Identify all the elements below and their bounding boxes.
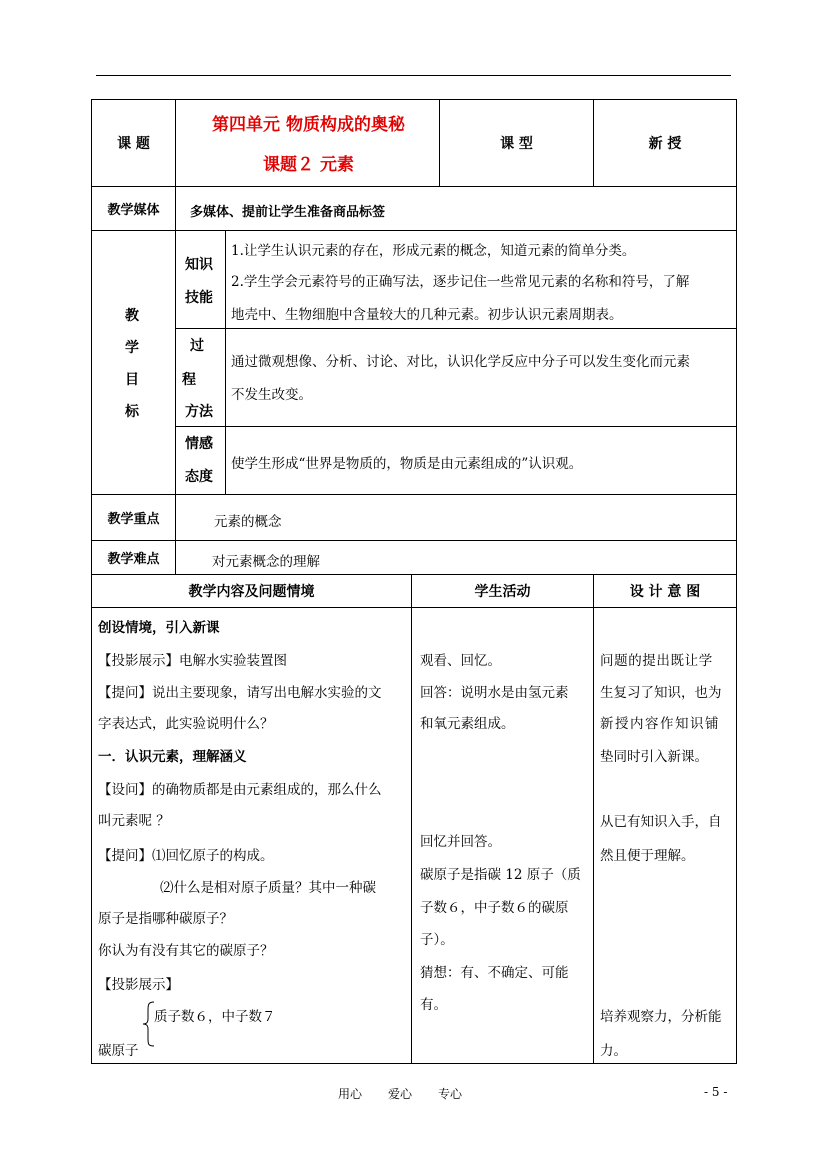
content-line-3: 【提问】说出主要现象，请写出电解水实验的文 [98,685,382,701]
content-header-col1-label: 教学内容及问题情境 [188,584,315,600]
key-point-value: 元素的概念 [214,514,282,530]
subject-label: 课 题 [117,136,150,152]
process-label-2: 程 [182,372,196,388]
emotion-label-2: 态度 [185,469,213,485]
content-line-5: 一．认识元素，理解涵义 [98,749,247,765]
subject-label-cell [91,99,176,187]
objective-char-2: 学 [125,340,139,356]
content-header-col2-label: 学生活动 [474,584,531,600]
key-point-label: 教学重点 [107,512,160,527]
footer-word-1: 用心 [338,1087,363,1101]
intent-line-5: 从已有知识入手，自 [600,814,722,830]
intent-line-3: 新授内容作知识铺 [600,716,720,732]
knowledge-line-2: 2.学生学会元素符号的正确写法，逐步记住一些常见元素的名称和符号，了解 [231,274,690,290]
intent-line-6: 然且便于理解。 [600,848,695,864]
key-point-label-cell [91,494,176,541]
footer-word-2: 爱心 [388,1087,413,1101]
content-col2-cell [411,607,594,1064]
process-label-3: 方法 [185,404,213,420]
activity-line-4: 回忆并回答。 [420,834,501,850]
lesson-title: 课题２ 元素 [263,155,354,175]
activity-line-7: 子）。 [420,932,454,948]
emotion-label-1: 情感 [185,436,213,452]
difficulty-label: 教学难点 [107,552,160,567]
intent-line-1: 问题的提出既让学 [600,653,713,669]
intent-line-7: 培养观察力，分析能 [600,1009,722,1025]
process-label-1: 过 [190,338,204,354]
content-line-10: 原子是指哪种碳原子？ [98,911,233,927]
type-value: 新 授 [648,136,682,152]
content-line-6: 【设问】的确物质都是由元素组成的，那么什么 [98,782,382,798]
knowledge-label-cell [175,230,226,329]
difficulty-value-cell [175,540,737,575]
activity-line-6: 子数６，中子数６的碳原 [420,900,569,916]
content-line-1: 创设情境，引入新课 [98,620,220,636]
intent-line-2: 生复习了知识，也为 [600,685,722,701]
key-point-value-cell [175,494,737,541]
unit-title: 第四单元 物质构成的奥秘 [212,115,405,135]
knowledge-content-cell [225,230,737,329]
media-value-cell [175,186,737,231]
emotion-line-1: 使学生形成“世界是物质的，物质是由元素组成的”认识观。 [231,456,583,472]
activity-line-5: 碳原子是指碳 12 原子（质 [420,867,581,883]
activity-line-3: 和氧元素组成。 [420,716,515,732]
intent-line-4: 垫同时引入新课。 [600,749,708,765]
difficulty-value: 对元素概念的理解 [212,554,320,570]
knowledge-line-3: 地壳中、生物细胞中含量较大的几种元素。初步认识元素周期表。 [231,307,623,323]
knowledge-label-1: 知识 [185,257,213,273]
content-line-4: 字表达式，此实验说明什么？ [98,716,274,732]
content-line-9: ⑵什么是相对原子质量？其中一种碳 [160,880,376,896]
media-label: 教学媒体 [107,203,160,218]
activity-line-1: 观看、回忆。 [420,653,501,669]
emotion-label-cell [175,426,226,495]
emotion-content-cell [225,426,737,495]
objective-char-3: 目 [125,372,139,388]
content-header-col3-label: 设 计 意 图 [629,584,701,600]
activity-line-8: 猜想：有、不确定、可能 [420,965,569,981]
process-line-2: 不发生改变。 [231,387,312,403]
activity-line-9: 有。 [420,997,447,1013]
type-label: 课 型 [500,136,533,152]
content-col1-cell [91,607,412,1064]
knowledge-label-2: 技能 [185,290,213,306]
content-header-col2 [411,574,594,608]
intent-line-8: 力。 [600,1043,627,1059]
lesson-title-cell [175,99,440,187]
difficulty-label-cell [91,540,176,575]
objectives-label-cell [91,230,176,495]
process-label-cell [175,328,226,427]
content-line-12: 【投影展示】 [98,977,179,993]
media-label-cell [91,186,176,231]
content-col3-cell [593,607,737,1064]
content-line-8: 【提问】⑴回忆原子的构成。 [98,848,274,864]
content-line-2: 【投影展示】电解水实验装置图 [98,653,287,669]
type-value-cell [593,99,737,187]
process-line-1: 通过微观想像、分析、讨论、对比，认识化学反应中分子可以发生变化而元素 [231,354,690,370]
content-header-col3 [593,574,737,608]
process-content-cell [225,328,737,427]
content-header-col1 [91,574,412,608]
knowledge-line-1: 1.让学生认识元素的存在，形成元素的概念，知道元素的简单分类。 [231,243,636,259]
page-number: - 5 - [704,1085,728,1099]
content-line-7: 叫元素呢 ？ [98,813,170,829]
content-line-13: 质子数６，中子数７ [154,1009,276,1025]
activity-line-2: 回答：说明水是由氢元素 [420,685,569,701]
media-value: 多媒体、提前让学生准备商品标签 [190,205,386,220]
header-rule [96,75,731,76]
type-label-cell [439,99,594,187]
content-line-14: 碳原子 [98,1043,139,1059]
objective-char-4: 标 [125,404,139,420]
objective-char-1: 教 [125,308,139,324]
footer-word-3: 专心 [438,1087,463,1101]
content-line-11: 你认为有没有其它的碳原子？ [98,943,274,959]
